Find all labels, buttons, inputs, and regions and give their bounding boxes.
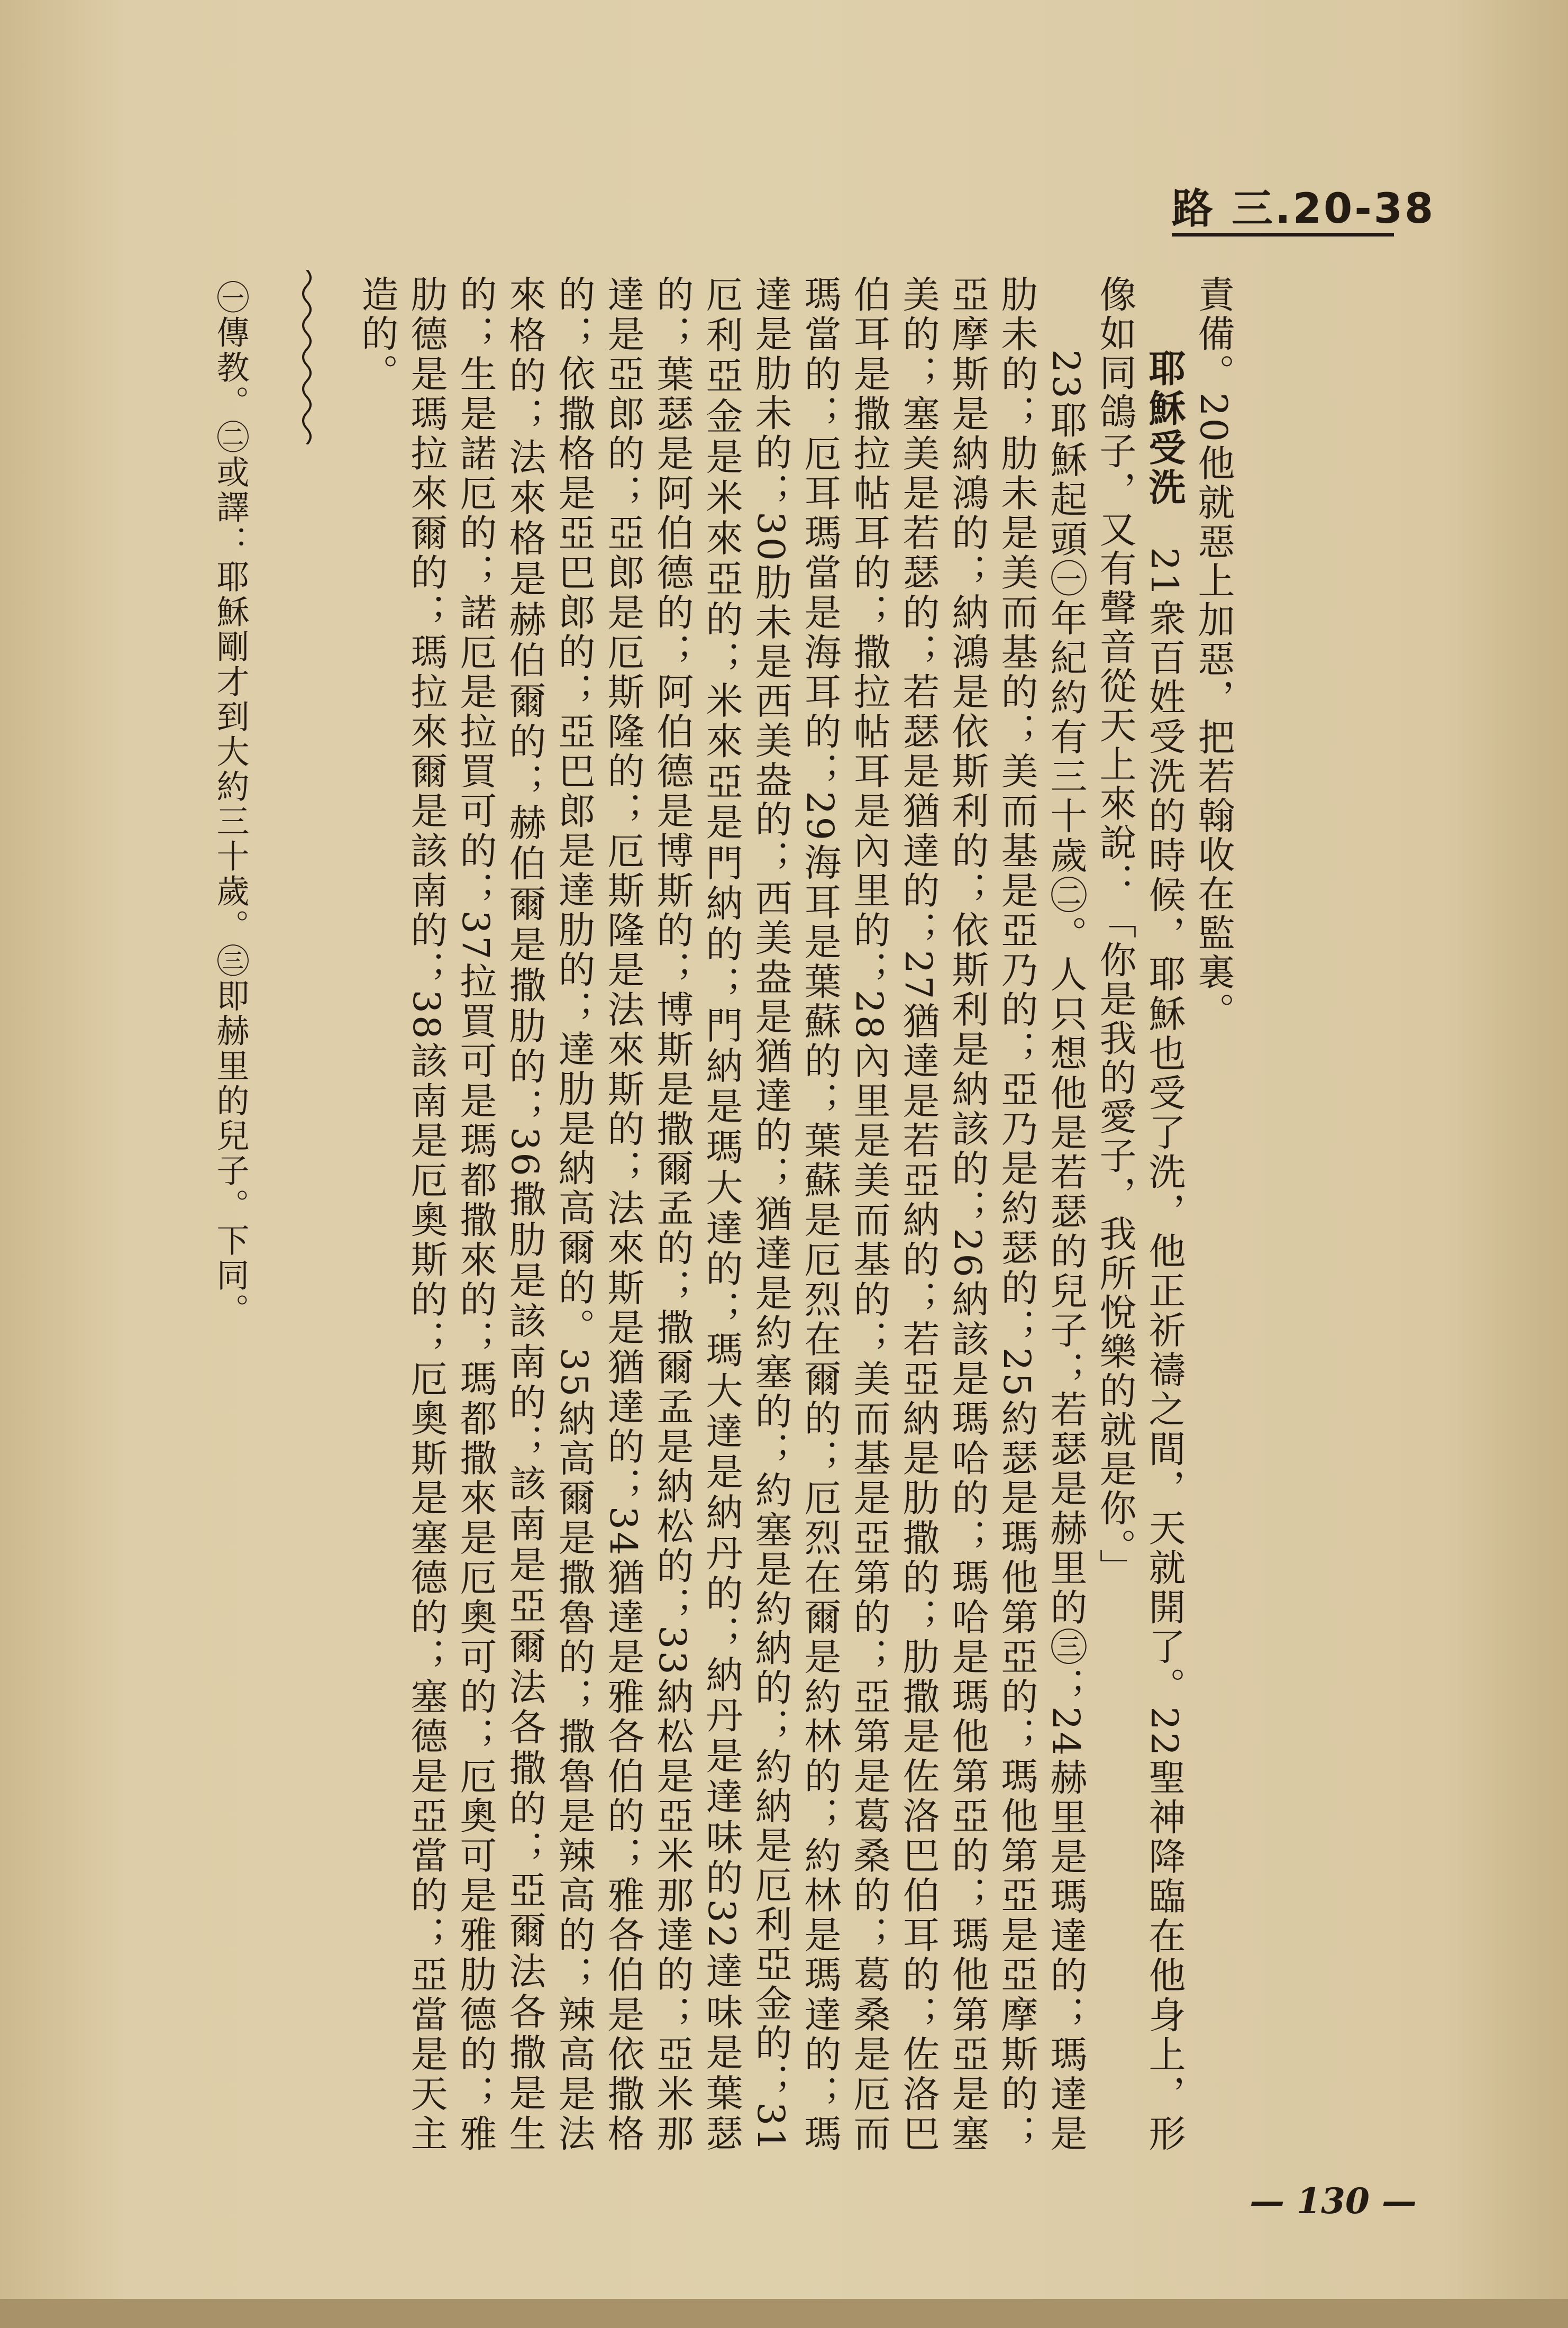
verse-20: 責備。20他就惡上加惡，把若翰收在監裏。	[1192, 275, 1235, 1032]
footnotes: ㊀傳教。㊁或譯：耶穌剛才到大約三十歲。㊂即赫里的兒子。下同。	[211, 280, 250, 1328]
section-paragraph	[1090, 275, 1189, 2153]
running-header: 路 三.20-38	[1172, 185, 1436, 233]
scripture-body	[339, 275, 1238, 2153]
verses-21-22: 21衆百姓受洗的時候，耶穌也受了洗，他正祈禱之間，天就開了。22聖神降臨在他身上，形像如同鴿子，又有聲音從天上來說：「你是我的愛子，我所悅樂的就是你。」	[1093, 275, 1186, 2153]
section-heading: 耶穌受洗	[1143, 349, 1186, 508]
footnote-separator	[296, 270, 317, 444]
verses-23-38: 23耶穌起頭㊀年紀約有三十歲㊁。人只想他是若瑟的兒子；若瑟是赫里的㊂；24赫里是瑪達的；瑪達是肋未的；肋未是美而基的；美而基是亞乃的；亞乃是約瑟的；25約瑟是瑪他第亞的；瑪他第亞是亞摩斯的；亞摩斯是納鴻的；納鴻是依斯利的；依斯利是納該的；26納該是瑪哈的；瑪哈是瑪他第亞的；瑪他第亞是塞美的；塞美是若瑟的；若瑟是猶達的；27猶達是若亞納的；若亞納是肋撒的；肋撒是佐洛巴伯耳的；佐洛巴伯耳是撒拉帖耳的；撒拉帖耳是內里的；28內里是美而基的；美而基是亞第的；亞第是葛桑的；葛桑是厄而瑪當的；厄耳瑪當是海耳的；29海耳是葉蘇的；葉蘇是厄烈在爾的；厄烈在爾是約林的；約林是瑪達的；瑪達是肋未的；30肋未是西美盎的；西美盎是猶達的；猶達是約塞的；約塞是約納的；約納是厄利亞金的；31厄利亞金是米來亞的；米來亞是門納的；門納是瑪大達的；瑪大達是納丹的；納丹是達味的32達味是葉瑟的；葉瑟是阿伯德的；阿伯德是博斯的；博斯是撒爾孟的；撒爾孟是納松的；33納松是亞米那達的；亞米那達是亞郎的；亞郎是厄斯隆的；厄斯隆是法來斯的；法來斯是猶達的；34猶達是雅各伯的；雅各伯是依撒格的；依撒格是亞巴郎的；亞巴郎是達肋的；達肋是納高爾的。35納高爾是撒魯的；撒魯是辣高的；辣高是法來格的；法來格是赫伯爾的；赫伯爾是撒肋的；36撒肋是該南的；該南是亞爾法各撒的；亞爾法各撒是生的；生是諾厄的；諾厄是拉買可的；37拉買可是瑪都撒來的；瑪都撒來是厄奧可的；厄奧可是雅肋德的；雅肋德是瑪拉來爾的；瑪拉來爾是該南的；38該南是厄奧斯的；厄奧斯是塞德的；塞德是亞當的；亞當是天主造的。	[355, 275, 1088, 2153]
header-rule	[1172, 233, 1394, 237]
page-number: — 130 —	[1250, 2180, 1417, 2222]
page-bottom-edge	[0, 2299, 1568, 2328]
